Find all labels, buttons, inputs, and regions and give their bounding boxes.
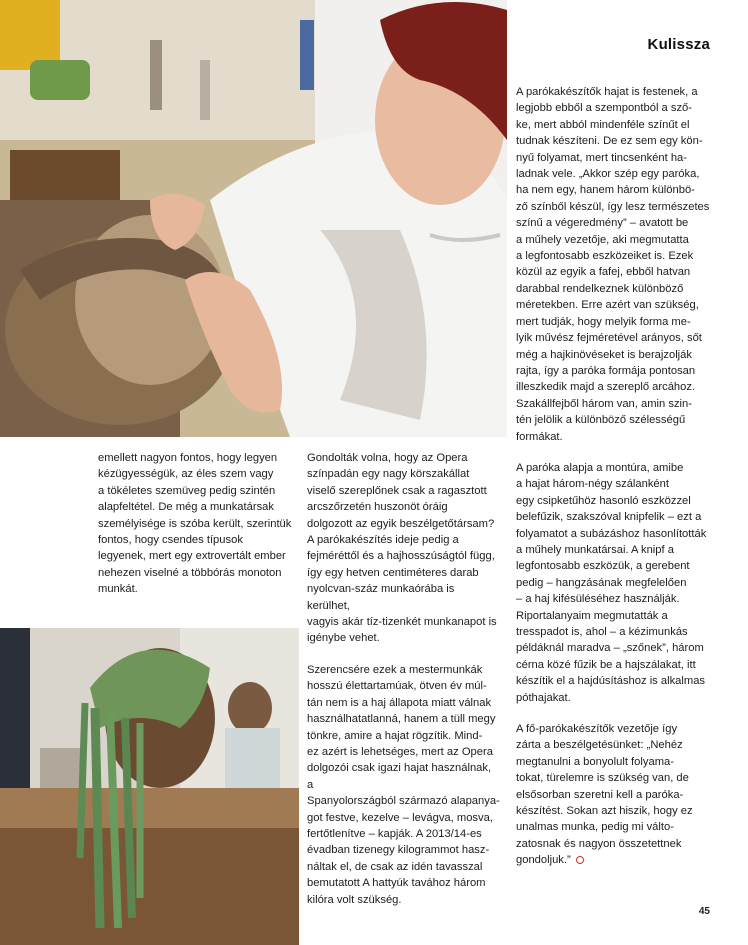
text-column-2 [307,450,500,923]
section-title: Kulissza [647,36,710,53]
end-of-article-icon [576,856,584,864]
paragraph-final-text: A fő-parókakészítők vezetője így zárta a beszélgetésünket: „Nehéz megtanulni a bonyolult folyama- tokat, türelemre is szükség van, de elsősorban szeretni kell a paróka- készítést. Sokan azt hiszik, hogy ez unalmas munka, pedig mi válto- zatosnak és nagyon összetettnek gondoljuk.” [516,723,693,867]
paragraph: emellett nagyon fontos, hogy legyen kézügyességük, az éles szem vagy a tökéletes szemüveg pedig szintén alapfeltétel. De még a munkatársak személyisége is szóba került, szerintük fontos, hogy csendes típusok legyenek, mert egy extrovertált ember nehezen viselné a többórás monoton munkát. [98,452,292,596]
photo-wigmaker-at-work [0,0,507,437]
text-column-3 [516,84,712,884]
paragraph-final [516,721,712,869]
paragraph: A paróka alapja a montúra, amibe a hajat három-négy szálanként egy csipketűhöz hasonló eszközzel belefűzik, szakszóval knipfelik – ezt a folyamatot a subázáshoz hasonlították a műhely munkatársai. A knipf a legfontosabb eszközük, a gerebent pedig – hangzásának megfelelően – a haj kifésüléséhez használják. Riportalanyaim megmutatták a tresspadot is, ahol – a kézimunkás példáknál maradva – „szőnek”, három cérna közé fűzik be a hajszálakat, itt készítik el a hajdúsításhoz is alkalmas póthajakat. [516,461,707,704]
text-column-1 [98,450,293,613]
photo-green-braided-wig [0,628,299,945]
paragraph: Szerencsére ezek a mestermunkák hosszú élettartamúak, ötven év múl- tán nem is a haj állapota miatt válnak használhatatlanná, hanem a tüll megy tönkre, amire a hajat rögzítik. Mind- ez azért is lehetséges, mert az Opera dolgozói csak igazi hajat használnak, a Spanyolországból származó alapanya- got festve, kezelve – levágva, mosva, fertőtlenítve – kapják. A 2013/14-es évadban tizenegy kilogrammot hasz- náltak el, de csak az idén tavasszal bemutatott A hattyúk tavához három kilóra volt szükség. [307,663,500,906]
photo-braided-wig-illustration [0,628,299,945]
photo-wigmaker-illustration [0,0,507,437]
paragraph: Gondolták volna, hogy az Opera színpadán egy nagy körszakállat viselő szereplőnek csak a ragasztott arcszőrzetén huszonöt óráig dolgozott az egyik beszélgetőtársam? A parókakészítés ideje pedig a fejméréttől és a hajhosszúságtól függ, így egy hetven centiméteres darab nyolcvan-száz munkaórába is kerülhet, vagyis akár tíz-tizenkét munkanapot is igénybe vehet. [307,452,497,645]
page-number: 45 [698,906,710,917]
paragraph: A parókakészítők hajat is festenek, a legjobb ebből a szempontból a sző- ke, mert abból mindenféle színűt el tudnak készíteni. De ez sem egy kön- nyű folyamat, mert tincsenként ha- ladnak vele. „Akkor szép egy paróka, ha nem egy, hanem három különbö- ző színből készül, így lesz természetes színű a végeredmény” – avatott be a műhely vezetője, aki megmutatta a legfontosabb eszközeiket is. Ezek közül az egyik a fafej, ebből hatvan darabbal rendelkeznek különböző méretekben. Erre azért van szükség, mert tudják, hogy melyik forma me- lyik művész fejméretével arányos, sőt még a hajkinövéseket is berajzolják rajta, így a paróka formája pontosan illeszkedik majd a szereplő arcához. Szakállfejből három van, amin szin- tén jelölik a különböző szélességű formákat. [516,86,710,443]
